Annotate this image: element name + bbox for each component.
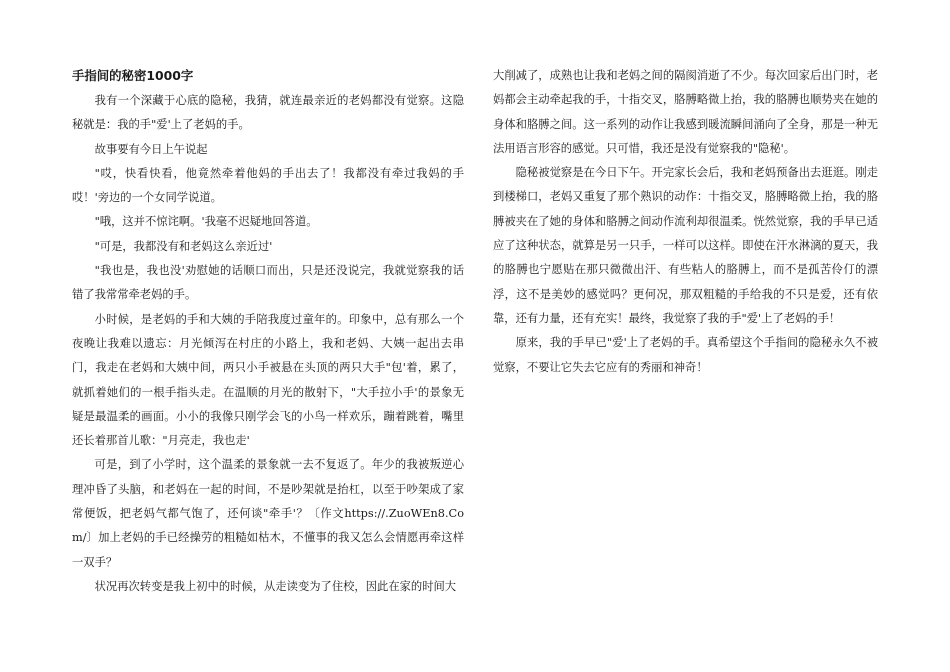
paragraph-intro: 我有一个深藏于心底的隐秘，我猜，就连最亲近的老妈都没有觉察。这隐秘就是：我的手"爱'上了老妈的手。 [72,94,464,132]
paragraph-discovery: 隐秘被觉察是在今日下午。开完家长会后，我和老妈预备出去逛逛。刚走到楼梯口，老妈又重复了那个熟识的动作：十指交叉，胳膊略微上抬，我的胳膊被夹在了她的身体和胳膊之间动作流利却很温柔。恍然觉察，我的手早已适应了这种状态，就算是另一只手，一样可以这样。即使在汗水淋漓的夏天，我的胳膊也宁愿贴在那只微微出汗、有些粘人的胳膊上，而不是孤苦伶仃的漂浮，这不是美妙的感觉吗？更何况，那双粗糙的手给我的不只是爱，还有依靠，还有力量，还有充实！最终，我觉察了我的手"爱'上了老妈的手！ [493,166,878,325]
paragraph-middle-school: 状况再次转变是我上初中的时候，从走读变为了住校，因此在家的时间大 [94,579,457,593]
paragraph-realization: "我也是，我也没'劝慰她的话顺口而出，只是还没说完，我就觉察我的话错了我常常牵老妈的手。 [72,264,464,302]
article-title: 手指间的秘密1000字 [72,68,194,83]
left-column [72,64,464,599]
paragraph-classmate-confession: "可是，我都没有和老妈这么亲近过' [94,239,273,253]
paragraph-story-start: 故事要有今日上午说起 [94,142,208,156]
paragraph-reply: "哦，这并不惊诧啊。'我毫不迟疑地回答道。 [94,215,318,229]
paragraph-middle-school-continued: 大削减了，成熟也让我和老妈之间的隔阂消逝了不少。每次回家后出门时，老妈都会主动牵起我的手，十指交叉，胳膊略微上抬，我的胳膊也顺势夹在她的身体和胳膊之间。这一系列的动作让我感到暖流瞬间涌向了全身，那是一种无法用语言形容的感觉。只可惜，我还是没有觉察我的"隐秘'。 [493,69,878,155]
paragraph-childhood: 小时候，是老妈的手和大姨的手陪我度过童年的。印象中，总有那么一个夜晚让我难以遗忘：月光倾泻在村庄的小路上，我和老妈、大姨一起出去串门，我走在老妈和大姨中间，两只小手被悬在头顶的两只大手"包'着，累了，就抓着她们的一根手指头走。在温顺的月光的散射下，"大手拉小手'的景象无疑是最温柔的画面。小小的我像只刚学会飞的小鸟一样欢乐，蹦着跳着，嘴里还长着那首儿歌："月亮走，我也走' [72,312,464,448]
paragraph-classmate-remark: "哎，快看快看，他竟然牵着他妈的手出去了！我都没有牵过我妈的手哎！'旁边的一个女同学说道。 [72,166,464,205]
right-column [493,64,878,380]
paragraph-conclusion: 原来，我的手早已"爱'上了老妈的手。真希望这个手指间的隐秘永久不被觉察，不要让它失去它应有的秀丽和神奇！ [493,336,878,374]
paragraph-primary-school: 可是，到了小学时，这个温柔的景象就一去不复返了。年少的我被叛逆心理冲昏了头脑，和老妈在一起的时间，不是吵架就是抬杠，以至于吵架成了家常便饭，把老妈气都气饱了，还何谈"牵手'？〔作文https://.ZuoWEn8.Com/〕加上老妈的手已经操劳的粗糙如枯木，不懂事的我又怎么会情愿再牵这样一双手？ [72,458,464,569]
